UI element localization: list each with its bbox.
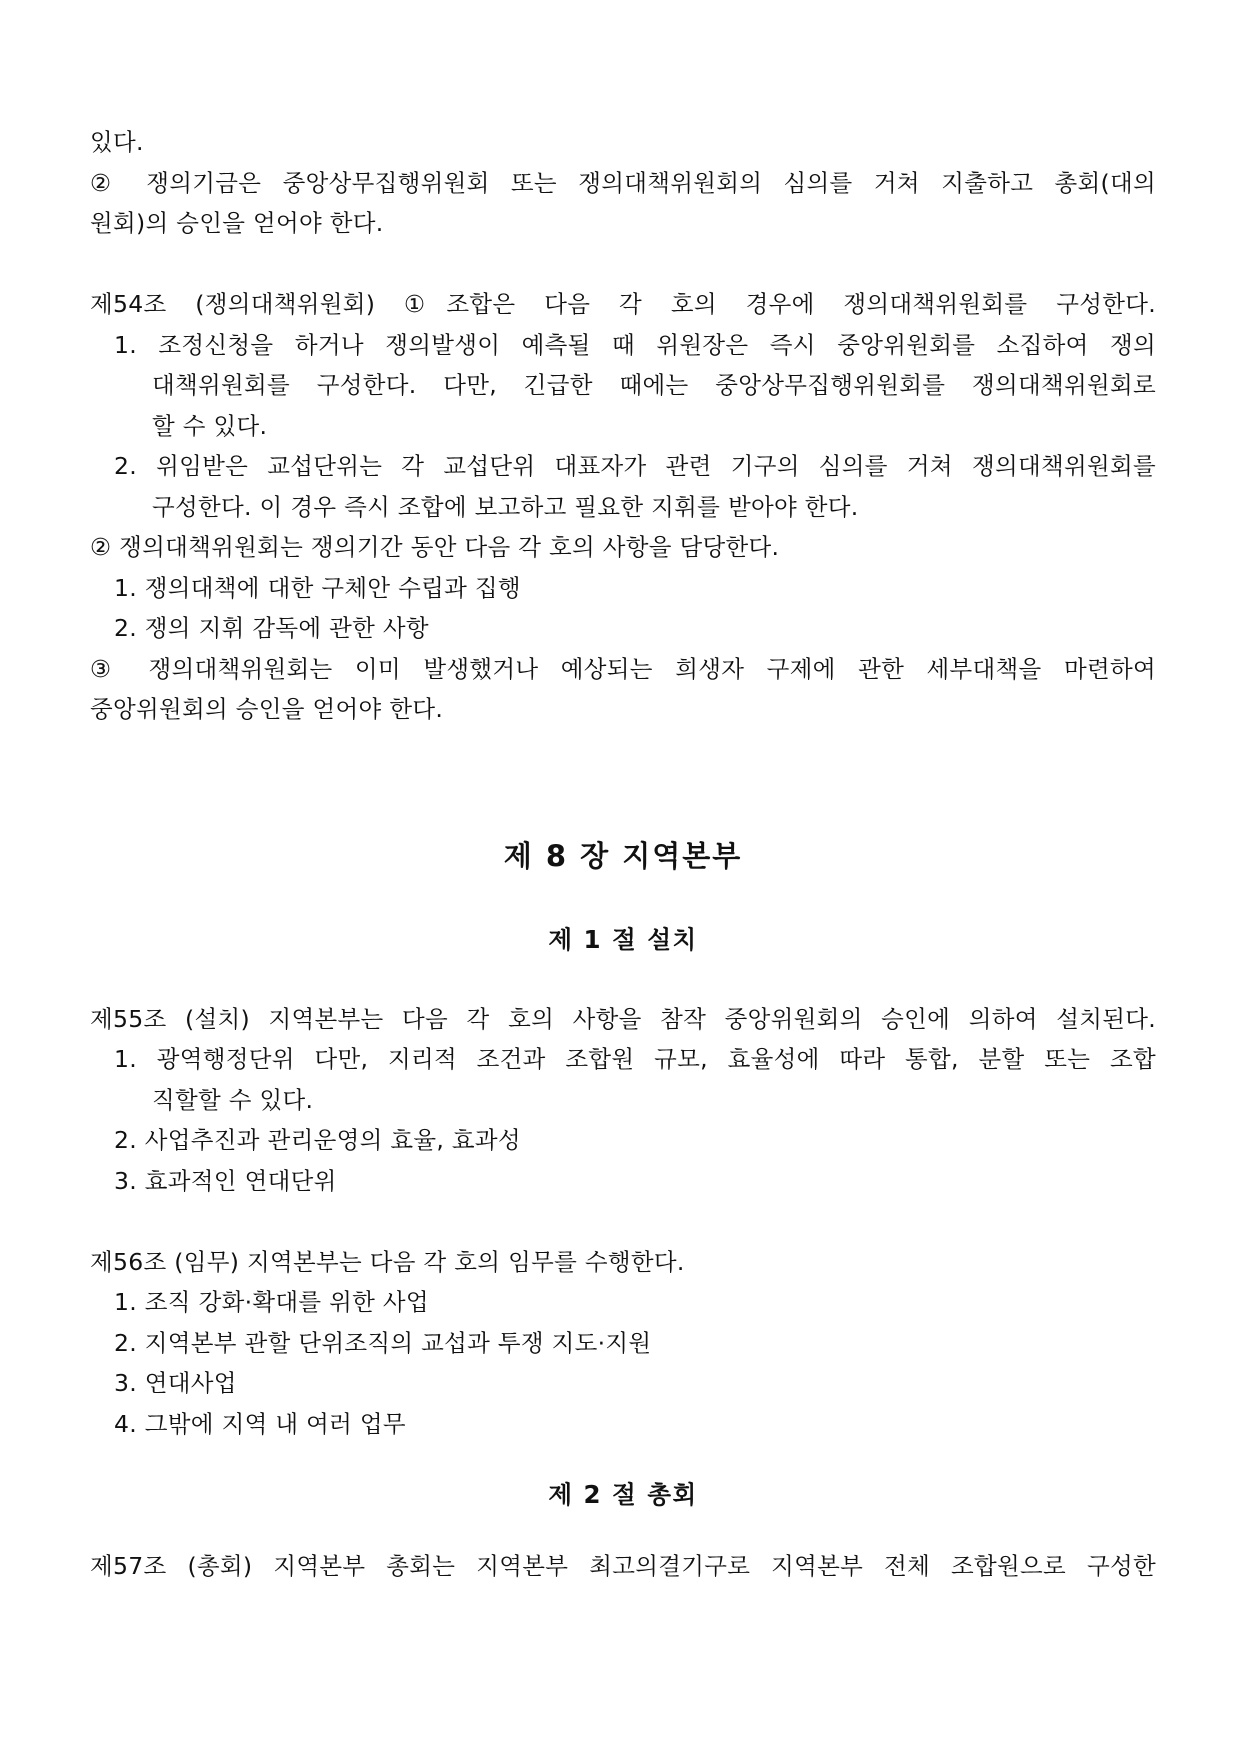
paragraph: ③ 쟁의대책위원회는 이미 발생했거나 예상되는 희생자 구제에 관한 세부대책을 마련하여 bbox=[90, 654, 1156, 683]
list-item: 2. 위임받은 교섭단위는 각 교섭단위 대표자가 관련 기구의 심의를 거쳐 쟁의대책위원회를 bbox=[114, 452, 1156, 480]
article-54-heading: 제54조 (쟁의대책위원회) ①조합은 다음 각 호의 경우에 쟁의대책위원회를 구성한다. bbox=[90, 290, 1156, 318]
list-item: 1. 조직 강화·확대를 위한 사업 bbox=[114, 1288, 429, 1316]
section-title: 제 2 절 총회 bbox=[548, 1480, 698, 1509]
list-item: 3. 효과적인 연대단위 bbox=[114, 1166, 337, 1195]
list-item: 2. 지역본부 관할 단위조직의 교섭과 투쟁 지도·지원 bbox=[114, 1328, 652, 1357]
list-item-continuation: 구성한다. 이 경우 즉시 조합에 보고하고 필요한 지휘를 받아야 한다. bbox=[152, 492, 859, 521]
paragraph: ② 쟁의대책위원회는 쟁의기간 동안 다음 각 호의 사항을 담당한다. bbox=[90, 533, 780, 561]
list-item: 3. 연대사업 bbox=[114, 1369, 237, 1397]
article-57-heading: 제57조 (총회) 지역본부 총회는 지역본부 최고의결기구로 지역본부 전체 조합원으로 구성한 bbox=[90, 1552, 1156, 1580]
list-item-continuation: 대책위원회를 구성한다. 다만, 긴급한 때에는 중앙상무집행위원회를 쟁의대책위원회로 bbox=[152, 371, 1156, 399]
list-item: 1. 광역행정단위 다만, 지리적 조건과 조합원 규모, 효율성에 따라 통합, 분할 또는 조합 bbox=[114, 1045, 1156, 1073]
section-title: 제 1 절 설치 bbox=[548, 924, 698, 954]
article-55-heading: 제55조 (설치) 지역본부는 다음 각 호의 사항을 참작 중앙위원회의 승인에 의하여 설치된다. bbox=[90, 1004, 1156, 1033]
list-item: 4. 그밖에 지역 내 여러 업무 bbox=[114, 1409, 406, 1438]
text-line: ② 쟁의기금은 중앙상무집행위원회 또는 쟁의대책위원회의 심의를 거쳐 지출하고 총회(대의 bbox=[90, 168, 1156, 197]
text-line: 있다. bbox=[90, 128, 144, 156]
text-line: 원회)의 승인을 얻어야 한다. bbox=[90, 209, 384, 237]
list-item-continuation: 할 수 있다. bbox=[152, 411, 268, 440]
document-page bbox=[90, 122, 1156, 1587]
list-item: 1. 쟁의대책에 대한 구체안 수립과 집행 bbox=[114, 573, 521, 602]
list-item: 1. 조정신청을 하거나 쟁의발생이 예측될 때 위원장은 즉시 중앙위원회를 소집하여 쟁의 bbox=[114, 330, 1156, 359]
list-item: 2. 사업추진과 관리운영의 효율, 효과성 bbox=[114, 1126, 521, 1154]
list-item: 2. 쟁의 지휘 감독에 관한 사항 bbox=[114, 614, 429, 642]
paragraph-continuation: 중앙위원회의 승인을 얻어야 한다. bbox=[90, 695, 444, 723]
list-item-continuation: 직할할 수 있다. bbox=[152, 1085, 314, 1114]
article-56-heading: 제56조 (임무) 지역본부는 다음 각 호의 임무를 수행한다. bbox=[90, 1247, 685, 1276]
chapter-title: 제 8 장 지역본부 bbox=[503, 838, 743, 873]
